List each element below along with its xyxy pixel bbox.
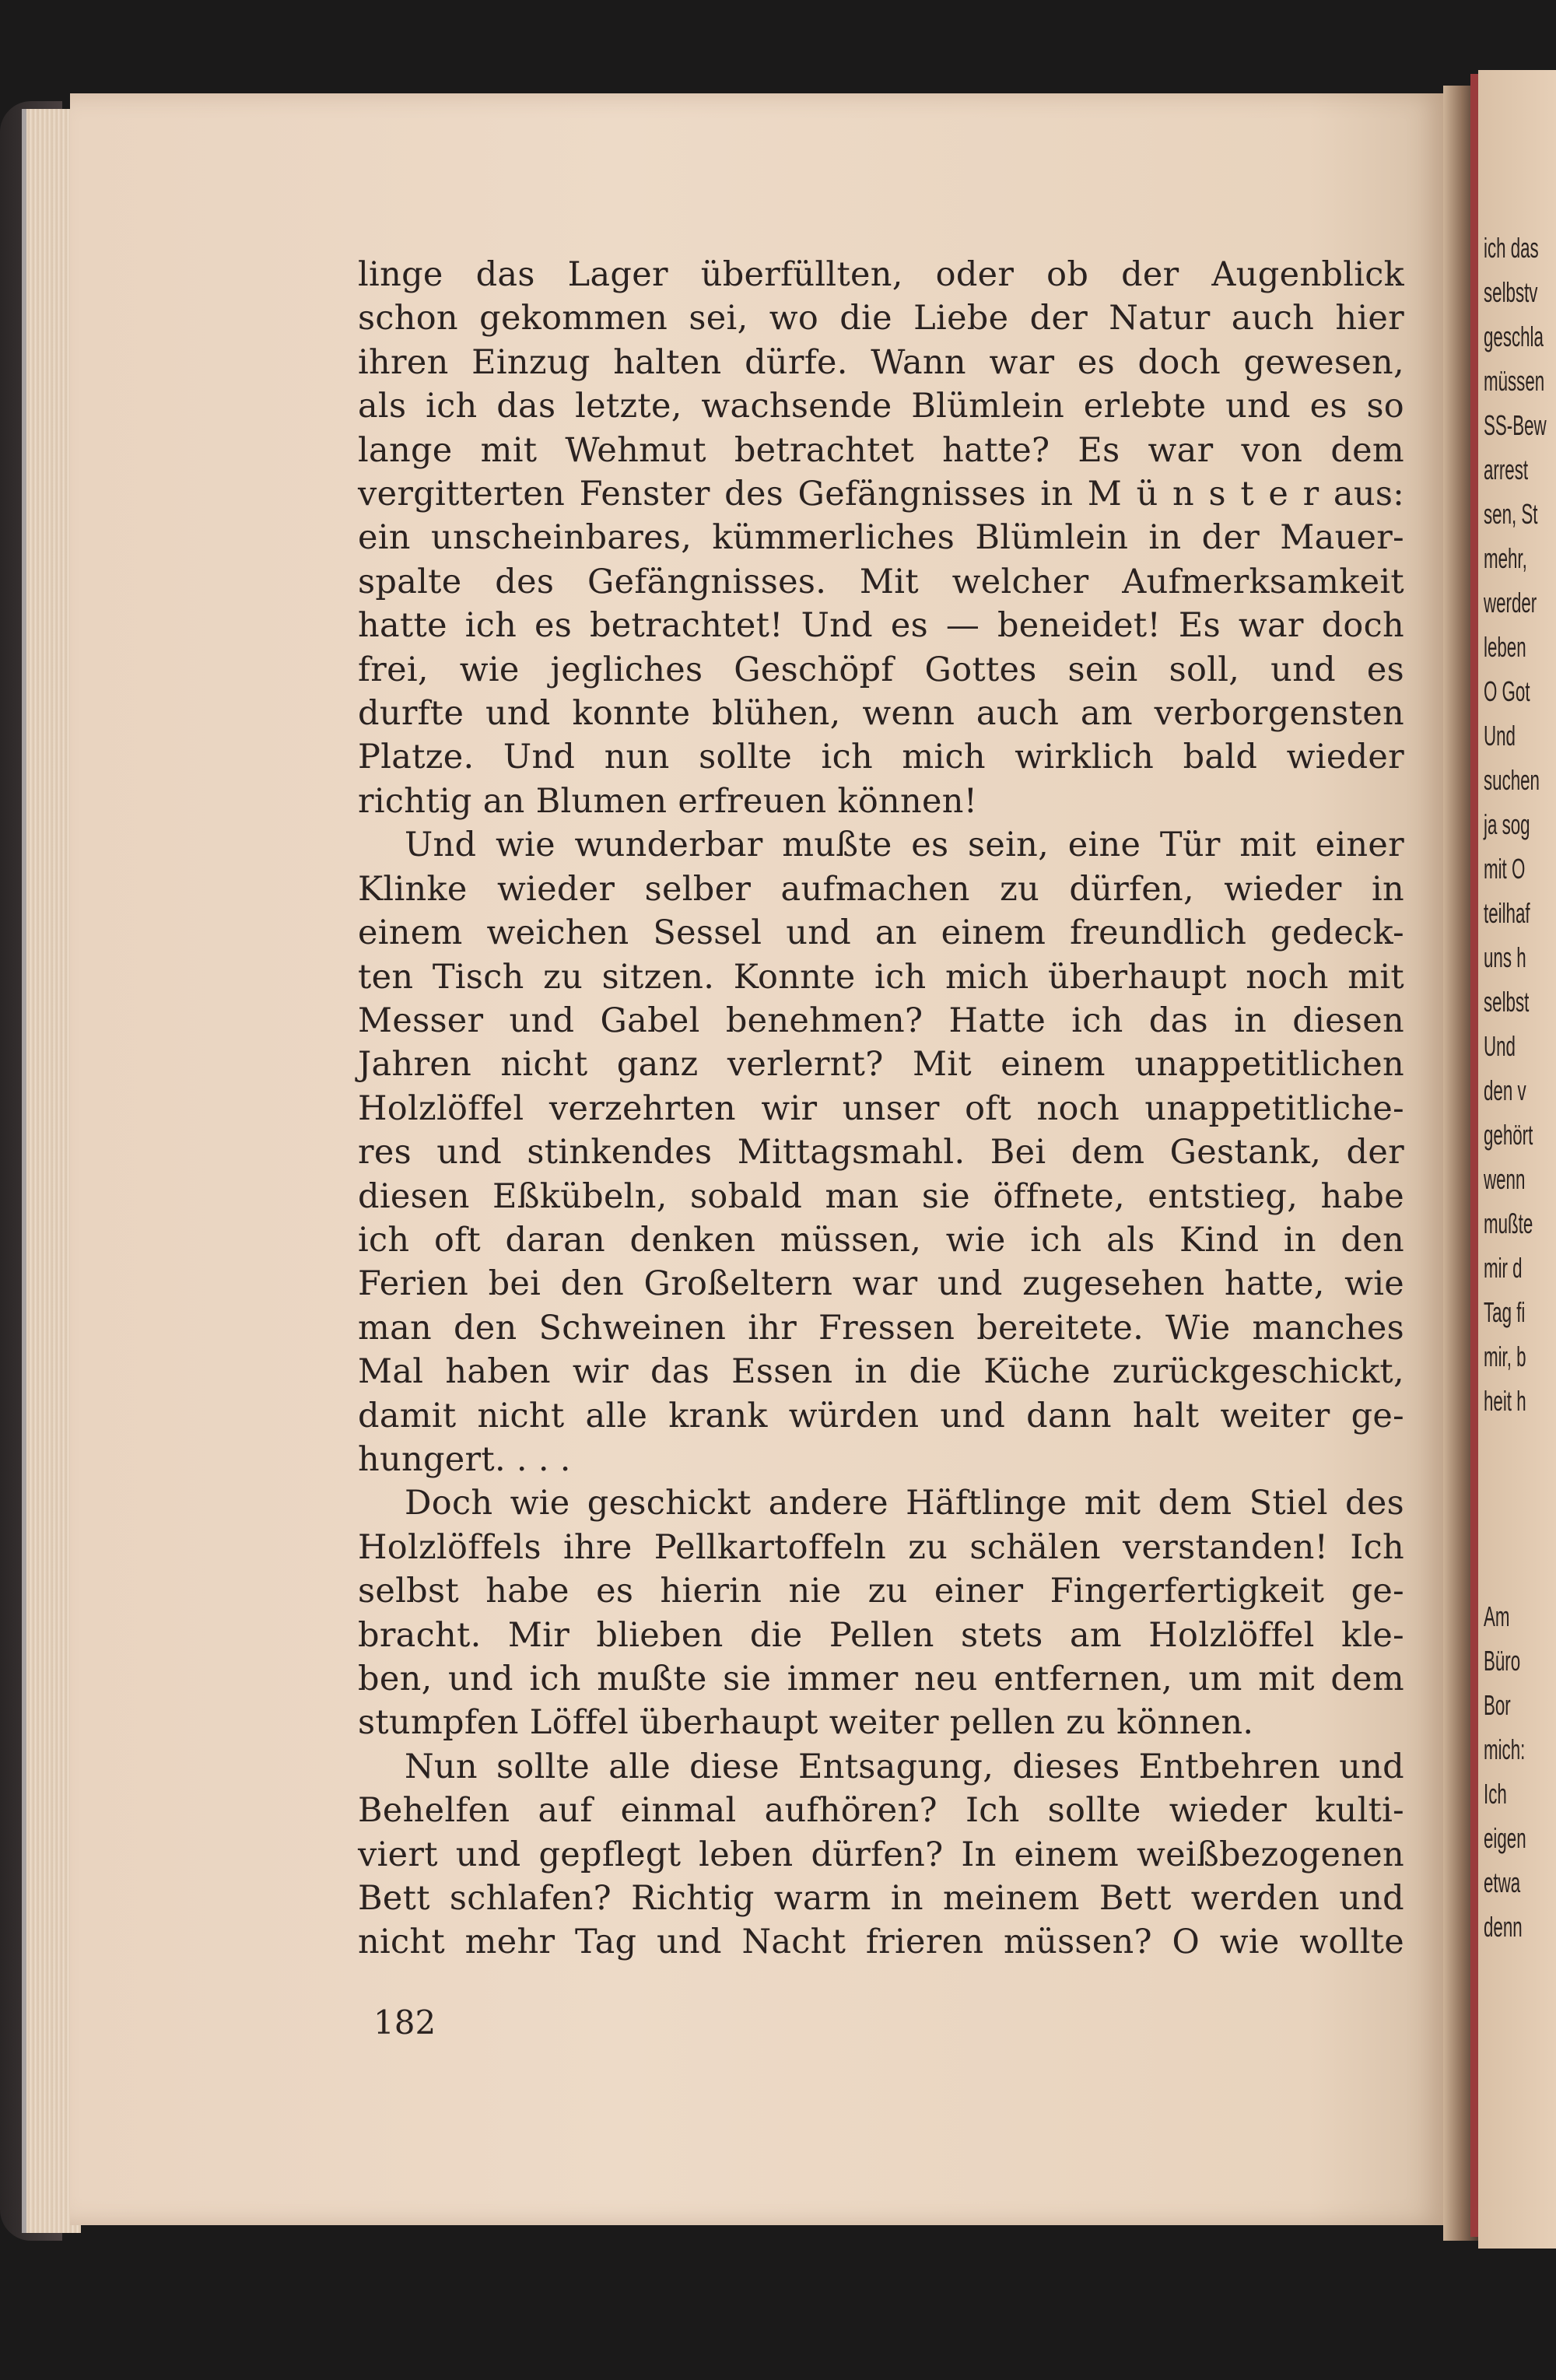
text-line: lange mit Wehmut betrachtet hatte? Es war von dem: [358, 430, 1404, 470]
text-line: bracht. Mir blieben die Pellen stets am Holzlöffel kle-: [358, 1615, 1404, 1655]
text-line: Messer und Gabel benehmen? Hatte ich das in diesen: [358, 1001, 1404, 1040]
text-line: Mal haben wir das Essen in die Küche zurückgeschickt,: [358, 1352, 1404, 1392]
text-line: Doch wie geschickt andere Häftlinge mit dem Stiel des: [405, 1484, 1404, 1523]
facing-text-fragment: den v: [1484, 1074, 1526, 1106]
text-line: hungert. . . .: [358, 1439, 571, 1479]
facing-text-fragment: wenn: [1484, 1163, 1526, 1195]
text-line: richtig an Blumen erfreuen können!: [358, 781, 978, 821]
facing-text-fragment: Büro: [1484, 1645, 1521, 1677]
text-line: ein unscheinbares, kümmerliches Blümlein in der Mauer-: [358, 518, 1404, 558]
facing-text-fragment: werder: [1484, 587, 1537, 619]
text-line: diesen Eßkübeln, sobald man sie öffnete, entstieg, habe: [358, 1176, 1404, 1216]
text-line: linge das Lager überfüllten, oder ob der Augenblick: [358, 255, 1404, 294]
text-line: Ferien bei den Großeltern war und zugesehen hatte, wie: [358, 1264, 1404, 1304]
text-line: Behelfen auf einmal aufhören? Ich sollte wieder kulti-: [358, 1791, 1404, 1831]
page-number: 182: [373, 2003, 436, 2042]
text-line: damit nicht alle krank würden und dann halt weiter ge-: [358, 1396, 1404, 1435]
text-line: durfte und konnte blühen, wenn auch am verborgensten: [358, 694, 1404, 734]
text-line: vergitterten Fenster des Gefängnisses in M ü n s t e r aus:: [358, 475, 1404, 514]
facing-text-fragment: mich:: [1484, 1733, 1526, 1765]
facing-section-gap: [1484, 1423, 1537, 1594]
facing-text-fragment: Ich: [1484, 1778, 1507, 1810]
text-line: viert und gepflegt leben dürfen? In einem weißbezogenen: [358, 1835, 1404, 1874]
facing-text-fragment: heit h: [1484, 1385, 1526, 1417]
text-line: man den Schweinen ihr Fressen bereitete. Wie manches: [358, 1308, 1404, 1348]
facing-text-fragment: mußte: [1484, 1208, 1533, 1239]
text-line: Und wie wunderbar mußte es sein, eine Tür mit einer: [405, 825, 1404, 865]
text-line: ten Tisch zu sitzen. Konnte ich mich überhaupt noch mit: [358, 957, 1404, 997]
text-line: selbst habe es hierin nie zu einer Fingerfertigkeit ge-: [358, 1572, 1404, 1611]
text-line: schon gekommen sei, wo die Liebe der Natur auch hier: [358, 299, 1404, 338]
text-line: einem weichen Sessel und an einem freundlich gedeck-: [358, 913, 1404, 953]
facing-text-fragment: suchen: [1484, 764, 1540, 796]
facing-text-fragment: selbstv: [1484, 276, 1538, 308]
text-line: ich oft daran denken müssen, wie ich als Kind in den: [358, 1220, 1404, 1260]
text-line: hatte ich es betrachtet! Und es — beneidet! Es war doch: [358, 606, 1404, 646]
text-line: Jahren nicht ganz verlernt? Mit einem unappetitlichen: [358, 1045, 1404, 1085]
facing-text-fragment: denn: [1484, 1911, 1523, 1943]
text-line: frei, wie jegliches Geschöpf Gottes sein soll, und es: [358, 650, 1404, 689]
facing-text-fragment: sen, St: [1484, 498, 1538, 530]
facing-text-fragment: mehr,: [1484, 542, 1527, 574]
facing-text-fragment: ich das: [1484, 232, 1539, 264]
facing-text-fragment: müssen: [1484, 365, 1545, 397]
facing-text-fragment: arrest: [1484, 454, 1529, 485]
text-line: Holzlöffel verzehrten wir unser oft noch unappetitliche-: [358, 1088, 1404, 1128]
facing-text-fragment: Bor: [1484, 1689, 1511, 1721]
facing-text-fragment: leben: [1484, 631, 1526, 663]
facing-text-fragment: ja sog: [1484, 808, 1530, 840]
facing-text-fragment: Und: [1484, 720, 1516, 752]
facing-page-text: [1484, 226, 1547, 1949]
facing-text-fragment: mir, b: [1484, 1341, 1526, 1372]
facing-text-fragment: uns h: [1484, 941, 1526, 973]
facing-text-fragment: Am: [1484, 1600, 1510, 1632]
text-line: Nun sollte alle diese Entsagung, dieses Entbehren und: [405, 1747, 1404, 1786]
text-line: Bett schlafen? Richtig warm in meinem Bett werden und: [358, 1879, 1404, 1919]
facing-text-fragment: gehört: [1484, 1119, 1533, 1151]
text-line: Holzlöffels ihre Pellkartoffeln zu schälen verstanden! Ich: [358, 1527, 1404, 1567]
page-body-text: [358, 253, 1404, 1965]
facing-text-fragment: selbst: [1484, 986, 1530, 1018]
facing-text-fragment: SS-Bew: [1484, 409, 1547, 441]
text-line: Klinke wieder selber aufmachen zu dürfen, wieder in: [358, 869, 1404, 909]
text-line: res und stinkendes Mittagsmahl. Bei dem Gestank, der: [358, 1133, 1404, 1172]
text-line: stumpfen Löffel überhaupt weiter pellen zu können.: [358, 1703, 1254, 1743]
facing-text-fragment: O Got: [1484, 675, 1530, 707]
facing-text-fragment: eigen: [1484, 1822, 1526, 1854]
facing-text-fragment: Und: [1484, 1030, 1516, 1062]
facing-text-fragment: mir d: [1484, 1252, 1523, 1284]
text-line: ben, und ich mußte sie immer neu entfernen, um mit dem: [358, 1660, 1404, 1698]
text-line: Platze. Und nun sollte ich mich wirklich bald wieder: [358, 738, 1404, 777]
facing-text-fragment: Tag fi: [1484, 1296, 1526, 1328]
facing-text-fragment: teilhaf: [1484, 897, 1530, 929]
text-line: als ich das letzte, wachsende Blümlein erlebte und es so: [358, 387, 1404, 426]
text-line: spalte des Gefängnisses. Mit welcher Aufmerksamkeit: [358, 562, 1404, 601]
text-line: nicht mehr Tag und Nacht frieren müssen? O wie wollte: [358, 1923, 1404, 1962]
facing-text-fragment: mit O: [1484, 853, 1526, 885]
facing-text-fragment: geschla: [1484, 321, 1544, 352]
text-line: ihren Einzug halten dürfe. Wann war es doch gewesen,: [358, 342, 1404, 382]
facing-text-fragment: etwa: [1484, 1866, 1521, 1898]
